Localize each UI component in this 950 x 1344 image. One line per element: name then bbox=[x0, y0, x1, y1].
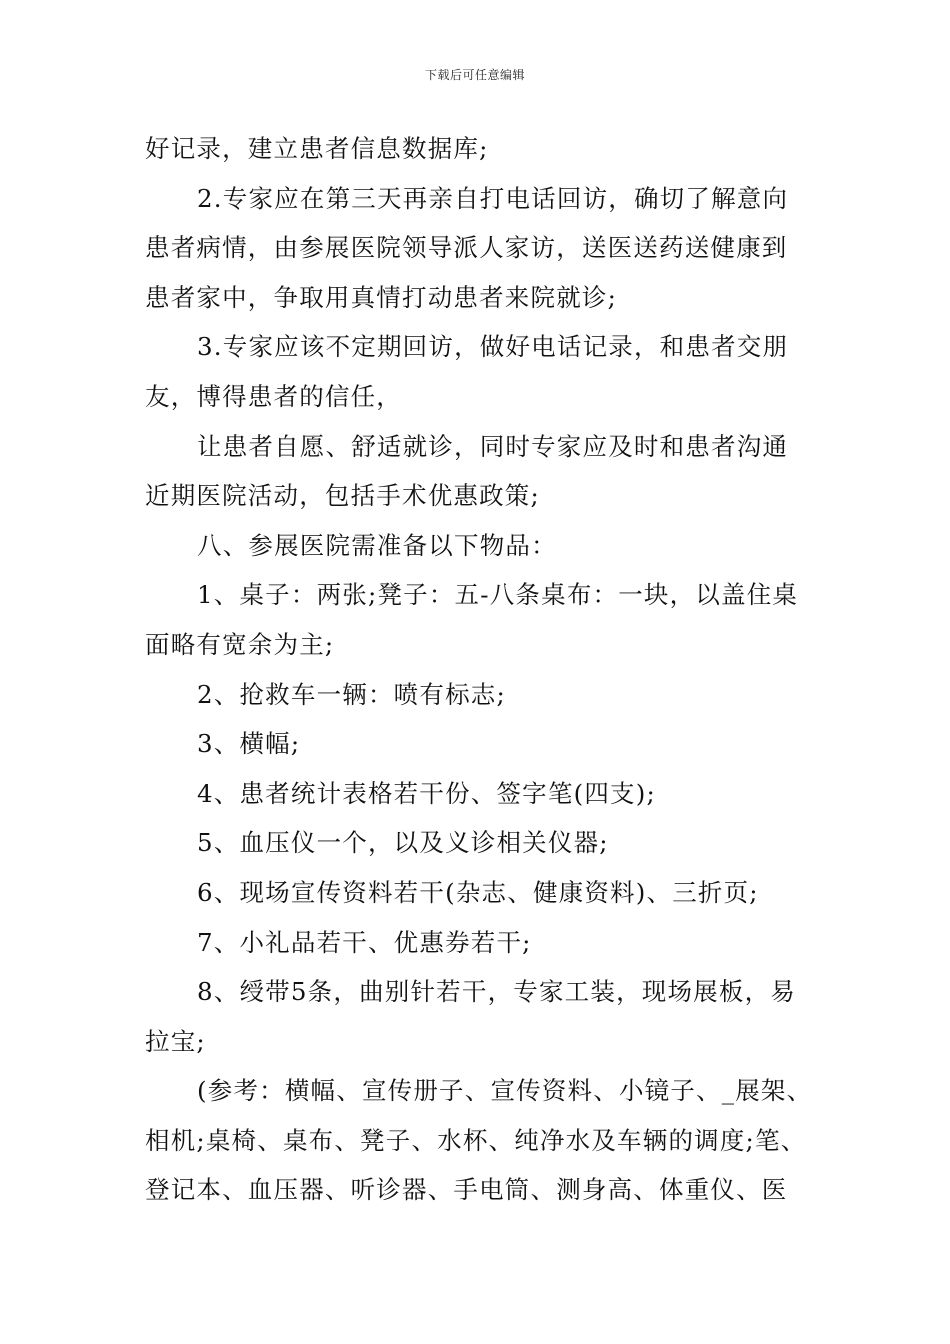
text-line: 8、绶带5条，曲别针若干，专家工装，现场展板，易 bbox=[197, 977, 796, 1007]
text-line: 2、抢救车一辆：喷有标志; bbox=[197, 679, 506, 709]
text-line: 登记本、血压器、听诊器、手电筒、测身高、体重仪、医 bbox=[145, 1175, 788, 1205]
text-line: 3.专家应该不定期回访，做好电话记录，和患者交朋 bbox=[197, 332, 789, 362]
page-header: 下载后可任意编辑 bbox=[424, 68, 525, 82]
text-line: 5、血压仪一个，以及义诊相关仪器; bbox=[197, 828, 609, 858]
text-line: 近期医院活动，包括手术优惠政策; bbox=[145, 481, 540, 511]
text-line: 7、小礼品若干、优惠券若干; bbox=[197, 927, 532, 957]
text-line: 6、现场宣传资料若干(杂志、健康资料)、三折页; bbox=[197, 877, 759, 907]
text-line: 1、桌子：两张;凳子：五-八条桌布：一块，以盖住桌 bbox=[197, 580, 799, 610]
text-line: 2.专家应在第三天再亲自打电话回访，确切了解意向 bbox=[197, 183, 789, 213]
text-line: 患者家中，争取用真情打动患者来院就诊; bbox=[145, 282, 618, 312]
text-line: 3、横幅; bbox=[197, 729, 301, 759]
text-line: (参考：横幅、宣传册子、宣传资料、小镜子、_展架、 bbox=[197, 1076, 813, 1106]
text-line: 面略有宽余为主; bbox=[145, 629, 335, 659]
text-line: 八、参展医院需准备以下物品： bbox=[197, 530, 557, 560]
text-line: 4、患者统计表格若干份、签字笔(四支); bbox=[197, 778, 656, 808]
text-line: 友，博得患者的信任， bbox=[145, 381, 402, 411]
text-line: 好记录，建立患者信息数据库; bbox=[145, 134, 489, 163]
text-line: 拉宝; bbox=[145, 1026, 206, 1056]
text-line: 相机;桌椅、桌布、凳子、水杯、纯净水及车辆的调度;笔、 bbox=[145, 1125, 807, 1155]
body-text bbox=[145, 124, 825, 1215]
text-line: 让患者自愿、舒适就诊，同时专家应及时和患者沟通 bbox=[197, 431, 789, 461]
text-line: 患者病情，由参展医院领导派人家访，送医送药送健康到 bbox=[145, 233, 788, 263]
